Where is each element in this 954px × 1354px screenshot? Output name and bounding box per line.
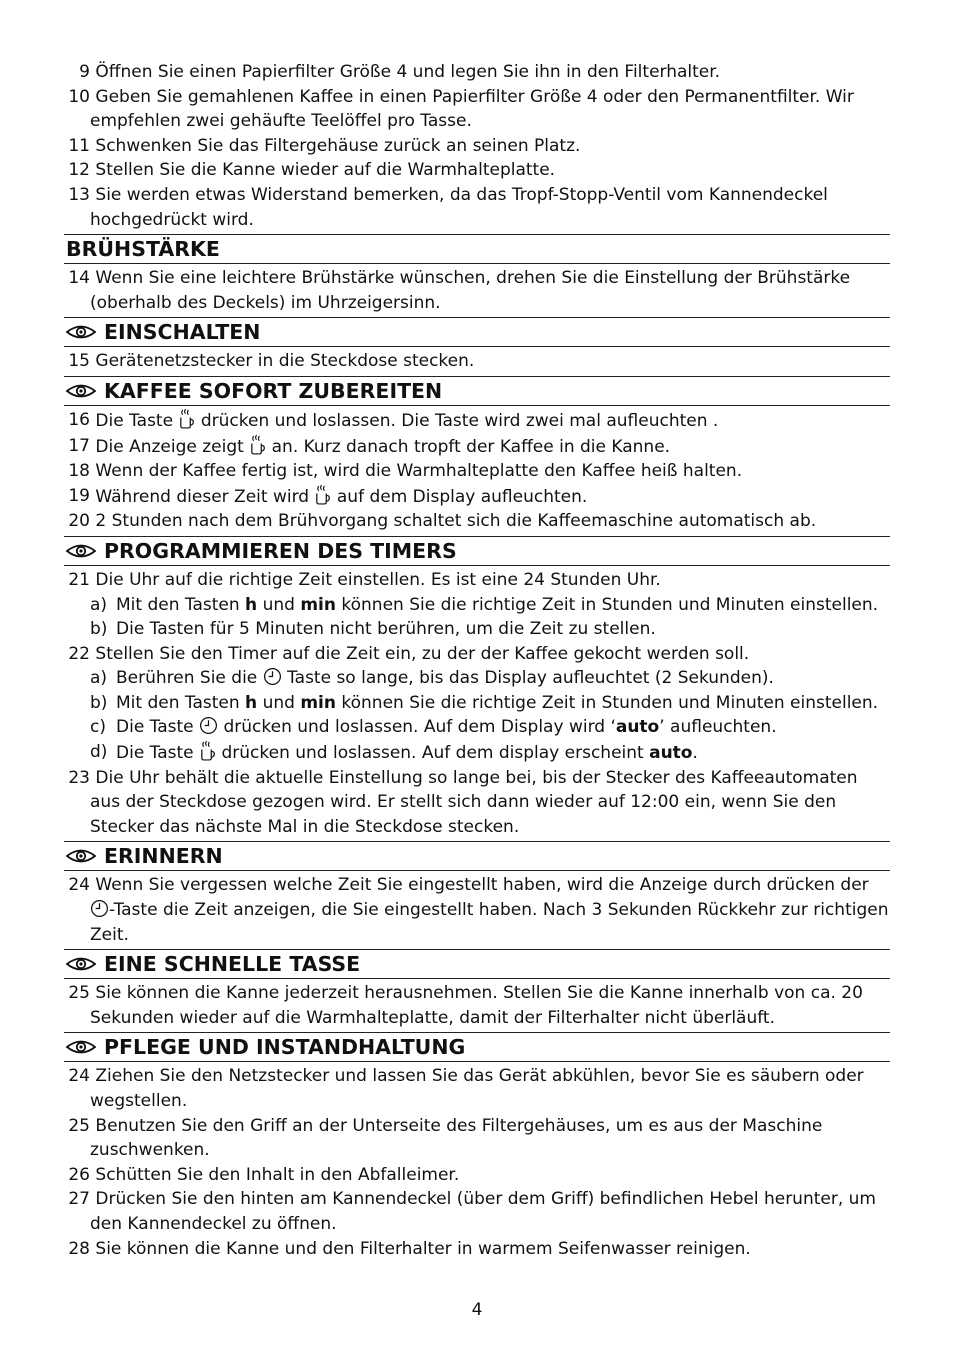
item-text: Geben Sie gemahlenen Kaffee in einen Papierfilter Größe 4 oder den Permanentfilter. Wir empfehlen zwei gehäufte Teelöffel pro Tasse. (90, 86, 854, 132)
key-name: h (245, 692, 258, 713)
item-number: 25 (68, 1115, 90, 1136)
item-text: Berühren Sie die (116, 668, 258, 689)
item-number: 27 (68, 1189, 90, 1210)
item-text: können Sie die richtige Zeit in Stunden und Minuten einstellen. (341, 692, 879, 713)
item-number: 28 (68, 1238, 90, 1259)
item-text: drücken und loslassen. Auf dem Display wird ‘ (223, 717, 616, 738)
section-title: KAFFEE SOFORT ZUBEREITEN (104, 378, 443, 403)
item-text: Die Taste (95, 410, 174, 431)
item-number: 24 (68, 1066, 90, 1087)
list-item (64, 642, 890, 667)
sub-item-label: b) (90, 692, 108, 713)
sub-item-label: a) (90, 668, 108, 689)
section-heading-pflege (64, 1032, 890, 1062)
item-text: Sie werden etwas Widerstand bemerken, da das Tropf-Stopp-Ventil vom Kannendeckel hochgedrückt wird. (90, 184, 828, 230)
eye-icon (66, 1039, 96, 1055)
item-text: Ziehen Sie den Netzstecker und lassen Sie das Gerät abkühlen, bevor Sie es säubern oder wegstellen. (90, 1066, 864, 1111)
section-heading-kaffee (64, 376, 890, 406)
eye-icon (66, 324, 96, 340)
item-text: an. Kurz danach tropft der Kaffee in die Kanne. (271, 436, 671, 457)
instruction-list (64, 349, 890, 374)
list-item (64, 459, 890, 484)
item-text: Taste so lange, bis das Display aufleuchtet (2 Sekunden). (287, 668, 774, 689)
item-text: Schwenken Sie das Filtergehäuse zurück an seinen Platz. (90, 135, 581, 156)
list-item (64, 766, 890, 840)
clock-icon (263, 667, 282, 686)
list-item (64, 60, 890, 85)
item-number: 15 (68, 351, 90, 372)
instruction-list (64, 266, 890, 315)
item-text: Die Anzeige zeigt (95, 436, 244, 457)
item-text: Die Uhr auf die richtige Zeit einstellen. Es ist eine 24 Stunden Uhr. (95, 569, 661, 590)
key-name: min (300, 692, 336, 713)
list-item (64, 1114, 890, 1163)
display-word: auto (649, 743, 693, 764)
list-item (64, 509, 890, 534)
eye-icon (66, 383, 96, 399)
item-number: 22 (68, 643, 90, 664)
sub-item-label: a) (90, 594, 108, 615)
instruction-list (64, 60, 890, 232)
item-text: Die Uhr behält die aktuelle Einstellung so lange bei, bis der Stecker des Kaffeeautomaten aus der Steckdose gezogen wird. Er stellt sich dann wieder auf 12:00 ein, wenn Sie den Stecker das nächste Mal in die Steckdose stecken. (90, 767, 858, 837)
item-text: Sie können die Kanne jederzeit herausnehmen. Stellen Sie die Kanne innerhalb von ca. 20 Sekunden wieder auf die Warmhalteplatte, damit der Filterhalter nicht überläuft. (90, 983, 863, 1028)
item-number: 17 (68, 435, 90, 456)
section-heading-schnelle-tasse (64, 949, 890, 979)
list-item (64, 266, 890, 315)
sub-item (64, 666, 890, 691)
list-item (64, 134, 890, 159)
sub-item-label: d) (90, 742, 108, 763)
item-text: Mit den Tasten (116, 692, 240, 713)
item-text: 2 Stunden nach dem Brühvorgang schaltet sich die Kaffeemaschine automatisch ab. (95, 511, 817, 532)
item-text: Stellen Sie den Timer auf die Zeit ein, zu der der Kaffee gekocht werden soll. (95, 643, 750, 664)
item-text: und (262, 692, 295, 713)
item-number: 25 (68, 983, 90, 1004)
item-number: 12 (68, 160, 90, 181)
item-text: drücken und loslassen. Auf dem display erscheint (221, 743, 644, 764)
section-heading-erinnern (64, 841, 890, 871)
item-text: können Sie die richtige Zeit in Stunden und Minuten einstellen. (341, 594, 879, 615)
eye-icon (66, 543, 96, 559)
brew-button-icon (314, 484, 331, 505)
item-number: 10 (68, 86, 90, 107)
item-text: Stellen Sie die Kanne wieder auf die Warmhalteplatte. (90, 160, 556, 181)
brew-button-icon (249, 434, 266, 455)
instruction-list (64, 1064, 890, 1261)
section-title: ERINNERN (104, 844, 223, 869)
list-item (64, 434, 890, 460)
section-title: PFLEGE UND INSTANDHALTUNG (104, 1035, 466, 1060)
item-text: Die Tasten für 5 Minuten nicht berühren, um die Zeit zu stellen. (116, 619, 656, 640)
list-item (64, 1064, 890, 1113)
item-text: . (692, 743, 698, 764)
item-number: 11 (68, 135, 90, 156)
sub-item (64, 691, 890, 716)
key-name: h (245, 594, 258, 615)
section-title: EINSCHALTEN (104, 320, 261, 345)
item-text: Während dieser Zeit wird (95, 486, 310, 507)
list-item (64, 484, 890, 510)
item-text: Gerätenetzstecker in die Steckdose stecken. (90, 351, 475, 372)
brew-button-icon (199, 740, 216, 761)
item-number: 16 (68, 409, 90, 430)
key-name: min (300, 594, 336, 615)
sub-item (64, 715, 890, 740)
sub-item (64, 617, 890, 642)
item-number: 18 (68, 461, 90, 482)
document-body (64, 60, 890, 1261)
list-item (64, 1237, 890, 1262)
display-word: auto (615, 717, 660, 738)
item-number: 14 (68, 268, 90, 289)
sub-item (64, 740, 890, 766)
section-heading-einschalten (64, 317, 890, 347)
item-number: 23 (68, 767, 90, 788)
item-text: Schütten Sie den Inhalt in den Abfalleimer. (90, 1164, 460, 1185)
item-text: Wenn Sie eine leichtere Brühstärke wünschen, drehen Sie die Einstellung der Brühstärke (oberhalb des Deckels) im Uhrzeigersinn. (90, 268, 851, 313)
item-number: 20 (68, 511, 90, 532)
item-number: 21 (68, 569, 90, 590)
item-number: 9 (79, 62, 90, 82)
list-item (64, 568, 890, 593)
item-text: Mit den Tasten (116, 594, 240, 615)
section-heading-timer (64, 536, 890, 566)
eye-icon (66, 848, 96, 864)
item-text: Wenn der Kaffee fertig ist, wird die Warmhalteplatte den Kaffee heiß halten. (95, 461, 743, 482)
item-text: drücken und loslassen. Die Taste wird zwei mal aufleuchten . (200, 410, 719, 431)
list-item (64, 349, 890, 374)
brew-button-icon (178, 408, 195, 429)
section-title: PROGRAMMIEREN DES TIMERS (104, 538, 457, 563)
section-title: BRÜHSTÄRKE (66, 237, 220, 262)
item-text: Die Taste (116, 743, 194, 764)
item-text: Drücken Sie den hinten am Kannendeckel (über dem Griff) befindlichen Hebel herunter, um den Kannendeckel zu öffnen. (90, 1189, 876, 1234)
sub-item-label: c) (90, 717, 106, 738)
eye-icon (66, 956, 96, 972)
instruction-list (64, 981, 890, 1030)
item-text: ’ aufleuchten. (659, 717, 777, 738)
list-item (64, 183, 890, 232)
sub-item (64, 593, 890, 618)
item-number: 26 (68, 1164, 90, 1185)
section-heading-bruehstaerke (64, 234, 890, 264)
clock-icon (90, 899, 109, 918)
item-text: Die Taste (116, 717, 194, 738)
list-item (64, 408, 890, 434)
list-item (64, 158, 890, 183)
item-text: Benutzen Sie den Griff an der Unterseite des Filtergehäuses, um es aus der Maschine zuschwenken. (90, 1115, 823, 1161)
section-title: EINE SCHNELLE TASSE (104, 952, 361, 977)
item-text: Öffnen Sie einen Papierfilter Größe 4 und legen Sie ihn in den Filterhalter. (90, 62, 721, 82)
item-text: auf dem Display aufleuchten. (336, 486, 588, 507)
item-number: 24 (68, 875, 90, 896)
list-item (64, 1163, 890, 1188)
item-number: 13 (68, 184, 90, 205)
list-item (64, 873, 890, 947)
item-text: und (262, 594, 295, 615)
item-number: 19 (68, 485, 90, 506)
item-text: Wenn Sie vergessen welche Zeit Sie eingestellt haben, wird die Anzeige durch drücken der (95, 875, 869, 896)
sub-item-label: b) (90, 619, 108, 640)
clock-icon (199, 716, 218, 735)
list-item (64, 981, 890, 1030)
list-item (64, 85, 890, 134)
item-text: Sie können die Kanne und den Filterhalter in warmem Seifenwasser reinigen. (90, 1238, 751, 1259)
list-item (64, 1187, 890, 1236)
page-number: 4 (471, 1300, 483, 1320)
item-text: -Taste die Zeit anzeigen, die Sie eingestellt haben. Nach 3 Sekunden Rückkehr zur richtigen Zeit. (90, 900, 889, 945)
